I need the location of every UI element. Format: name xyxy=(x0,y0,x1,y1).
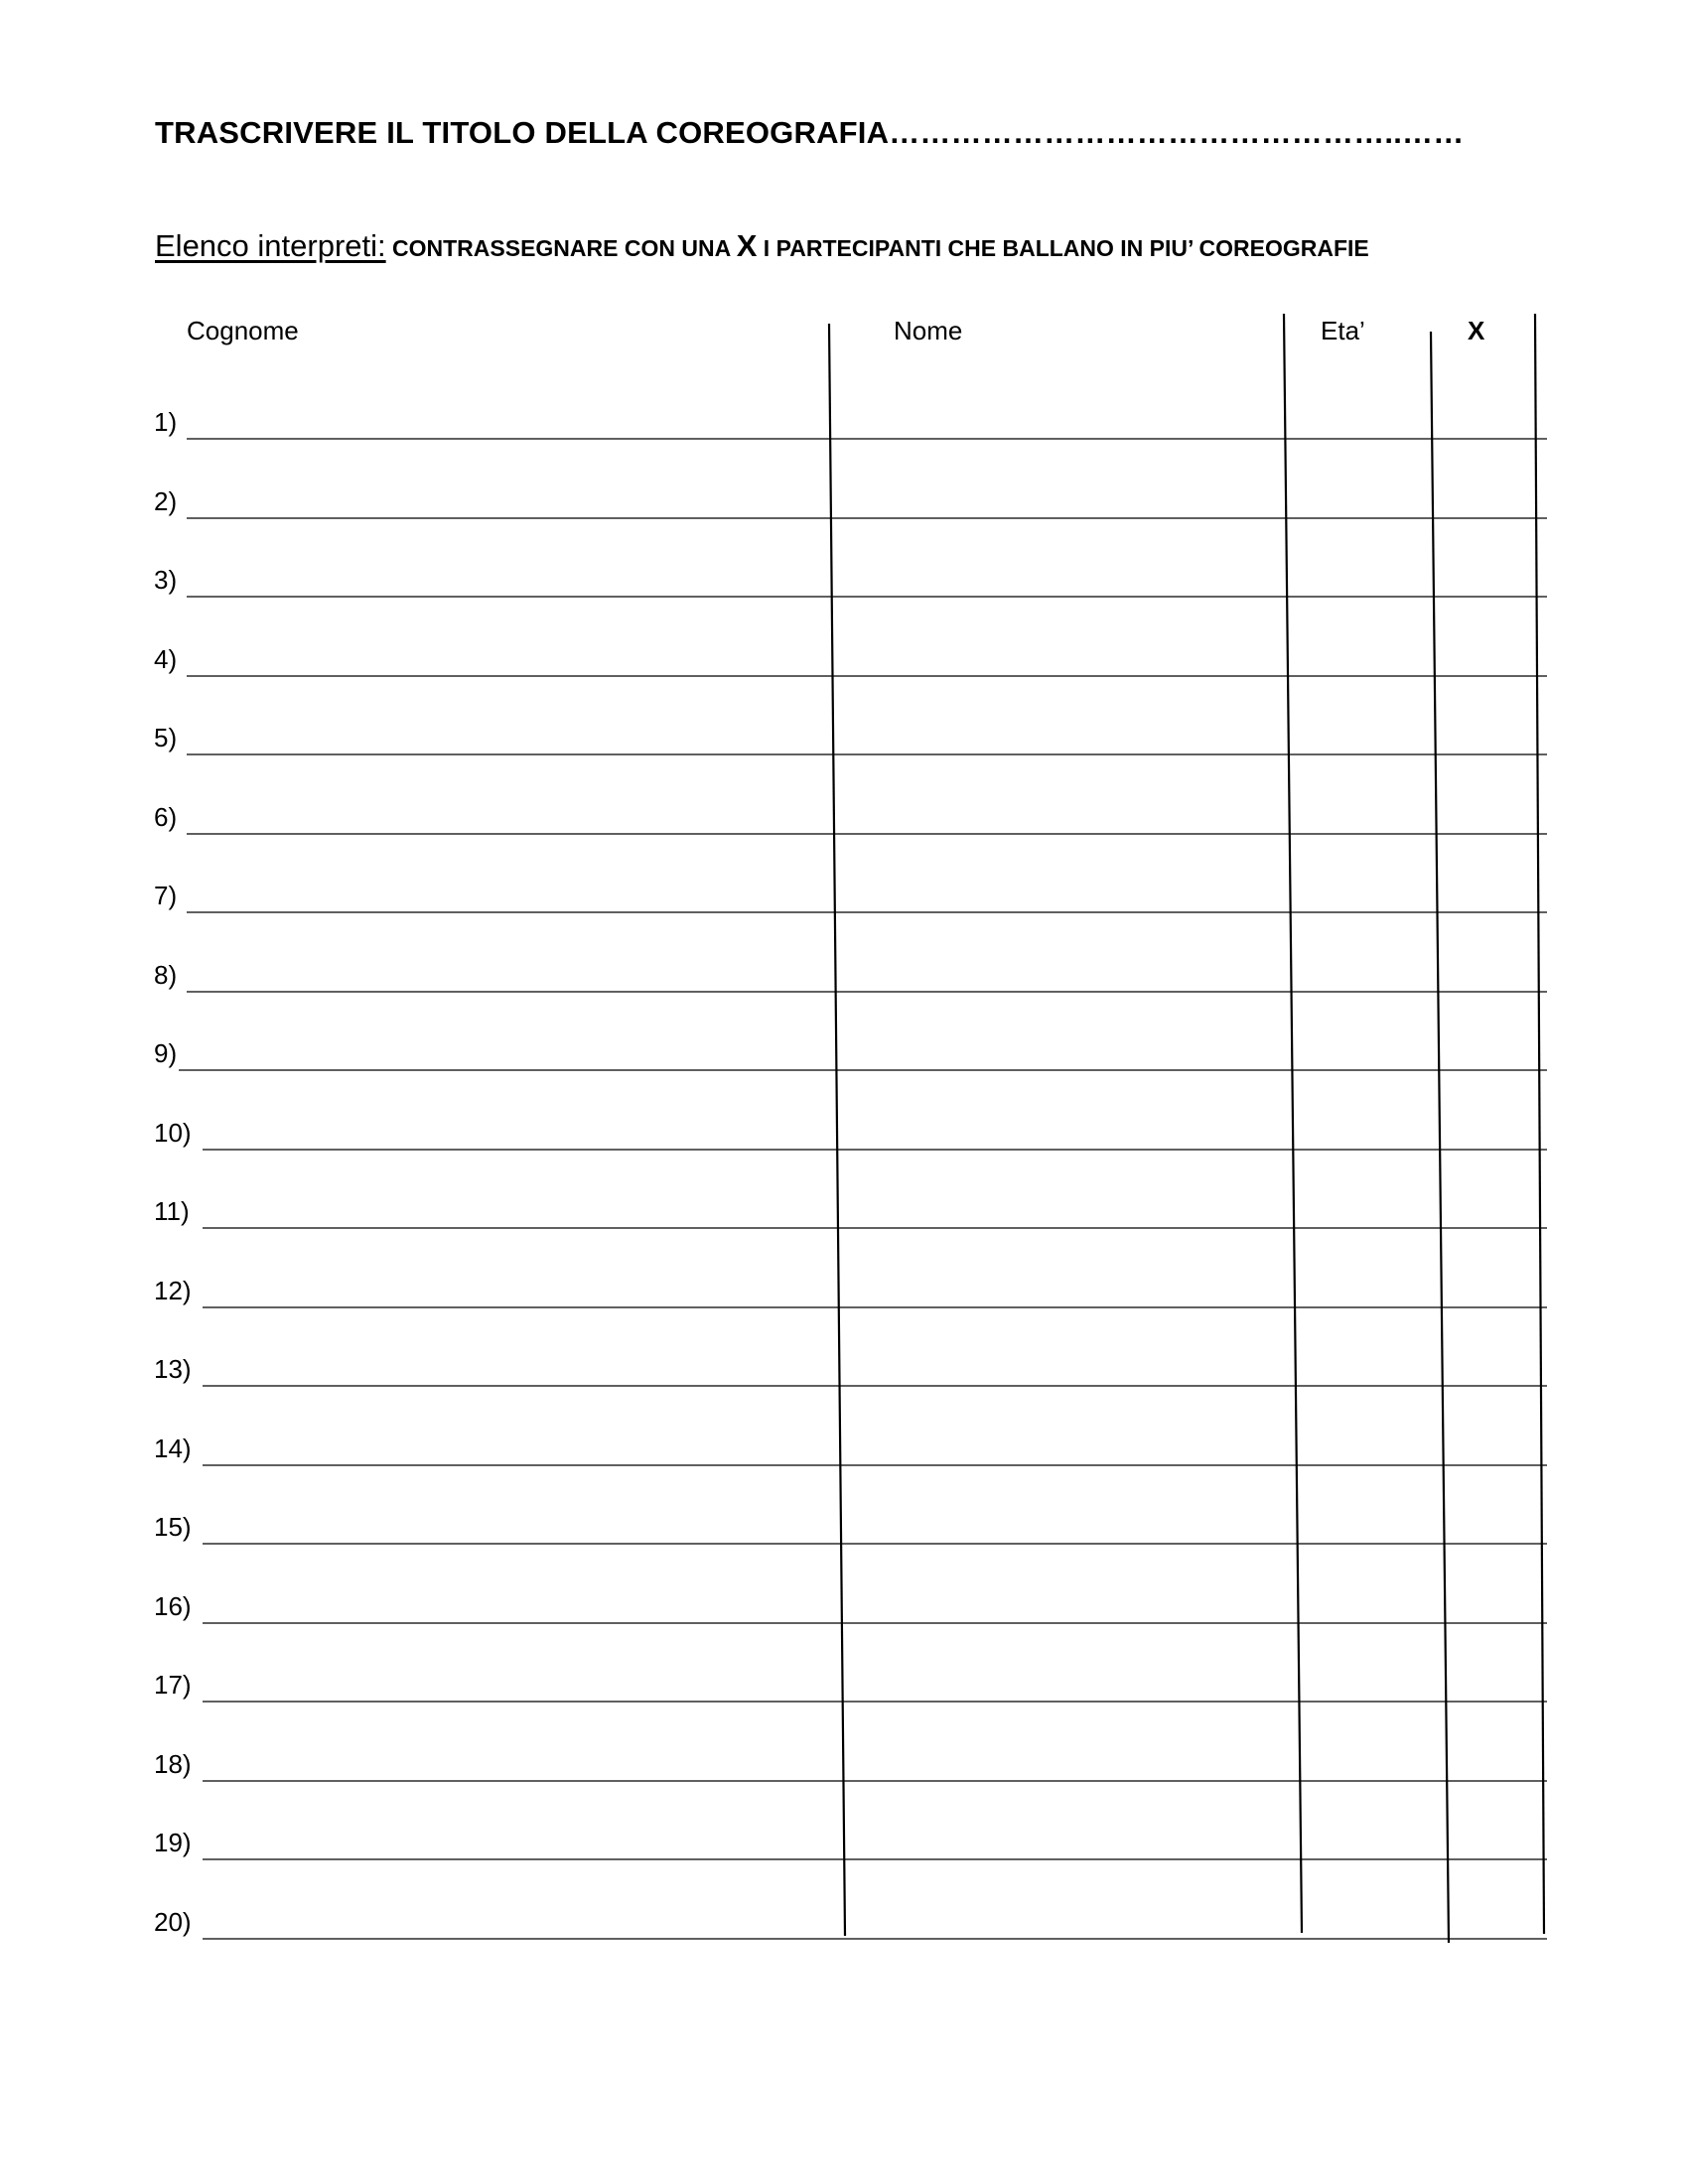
row-number: 11) xyxy=(154,1196,190,1226)
row-number: 7) xyxy=(154,881,178,910)
row-number: 8) xyxy=(154,960,178,990)
row-number: 4) xyxy=(154,644,178,674)
row-number: 5) xyxy=(154,723,178,752)
column-header-name: Nome xyxy=(894,316,963,345)
row-number: 16) xyxy=(154,1591,192,1621)
divider-x-end xyxy=(1535,314,1544,1934)
column-header-surname: Cognome xyxy=(187,316,299,345)
row-number: 2) xyxy=(154,486,178,516)
row-number: 13) xyxy=(154,1354,192,1384)
row-lines xyxy=(179,439,1547,1939)
column-header-age: Eta’ xyxy=(1321,316,1365,345)
row-number: 6) xyxy=(154,802,178,832)
divider-name-age xyxy=(1284,314,1302,1933)
row-number: 10) xyxy=(154,1118,192,1148)
instructions-text-before: CONTRASSEGNARE CON UNA xyxy=(385,235,737,261)
row-number: 9) xyxy=(154,1038,178,1068)
performers-list-label: Elenco interpreti: xyxy=(155,228,386,263)
x-mark: X xyxy=(736,228,758,263)
divider-surname-name xyxy=(829,324,845,1936)
row-number: 3) xyxy=(154,565,178,595)
instructions-text-after: I PARTECIPANTI CHE BALLANO IN PIU’ COREOGRAFIE xyxy=(757,235,1369,261)
row-number: 19) xyxy=(154,1828,192,1857)
row-number: 1) xyxy=(154,407,178,437)
row-number: 17) xyxy=(154,1670,192,1700)
column-header-x: X xyxy=(1468,316,1485,345)
form-title: TRASCRIVERE IL TITOLO DELLA COREOGRAFIA…………………………………………..…… xyxy=(155,115,1465,150)
row-number: 20) xyxy=(154,1907,192,1937)
row-number: 12) xyxy=(154,1276,192,1305)
row-number: 14) xyxy=(154,1433,192,1463)
row-number: 18) xyxy=(154,1749,192,1779)
column-dividers xyxy=(829,314,1544,1943)
row-number: 15) xyxy=(154,1512,192,1542)
